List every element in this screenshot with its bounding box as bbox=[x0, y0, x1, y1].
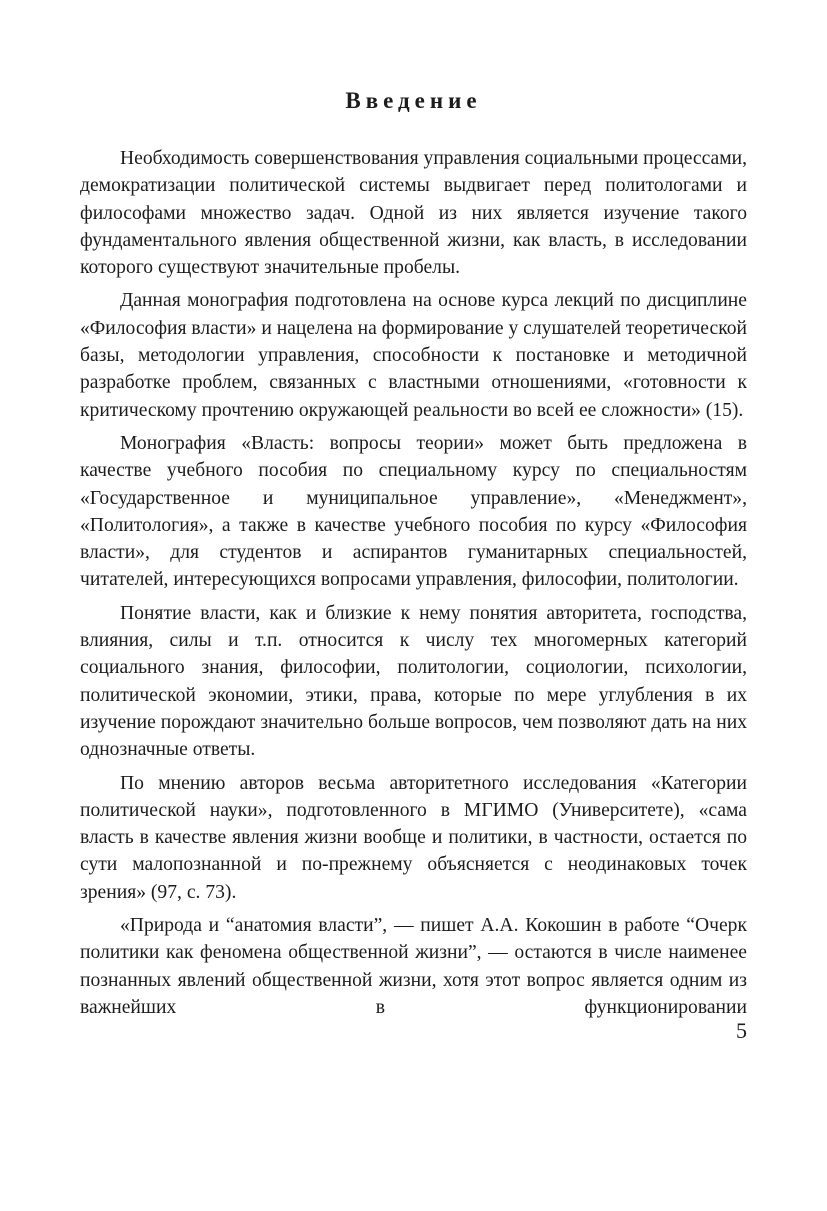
paragraph-4: Понятие власти, как и близкие к нему понятия авторитета, господства, влияния, силы и т.п. относится к числу тех многомерных категорий социального знания, философии, политологии, социологии, психологии, политической экономии, этики, права, которые по мере углубления в их изучение порождают значительно больше вопросов, чем позволяют дать на них однозначные ответы. bbox=[80, 602, 747, 761]
paragraph-1: Необходимость совершенствования управления социальными процессами, демократизации политической системы выдвигает перед политологами и философами множество задач. Одной из них является изучение такого фундаментального явления общественной жизни, как власть, в исследовании которого существуют значительные пробелы. bbox=[80, 148, 747, 279]
paragraph-2: Данная монография подготовлена на основе курса лекций по дисциплине «Философия власти» и нацелена на формирование у слушателей теоретической базы, методологии управления, способности к постановке и методичной разработке проблем, связанных с властными отношениями, «готовности к критическому прочтению окружающей реальности во всей ее сложности» (15). bbox=[80, 290, 747, 421]
paragraph-3: Монография «Власть: вопросы теории» может быть предложена в качестве учебного пособия по специальному курсу по специальностям «Государственное и муниципальное управление», «Менеджмент», «Политология», а также в качестве учебного пособия по курсу «Философия власти», для студентов и аспирантов гуманитарных специальностей, читателей, интересующихся вопросами управления, философии, политологии. bbox=[80, 432, 747, 591]
page-number: 5 bbox=[736, 1018, 747, 1043]
paragraph-6: «Природа и “анатомия власти”, — пишет А.А. Кокошин в работе “Очерк политики как феномена общественной жизни”, — остаются в числе наименее познанных явлений общественной жизни, хотя этот вопрос является одним из важнейших в функционировании bbox=[80, 915, 747, 1018]
body-text bbox=[80, 145, 747, 1027]
page-title: Введение bbox=[345, 88, 482, 113]
paragraph-5: По мнению авторов весьма авторитетного исследования «Категории политической науки», подготовленного в МГИМО (Университете), «сама власть в качестве явления жизни вообще и политики, в частности, остается по сути малопознанной и по-прежнему объясняется с неодинаковых точек зрения» (97, с. 73). bbox=[80, 772, 747, 903]
